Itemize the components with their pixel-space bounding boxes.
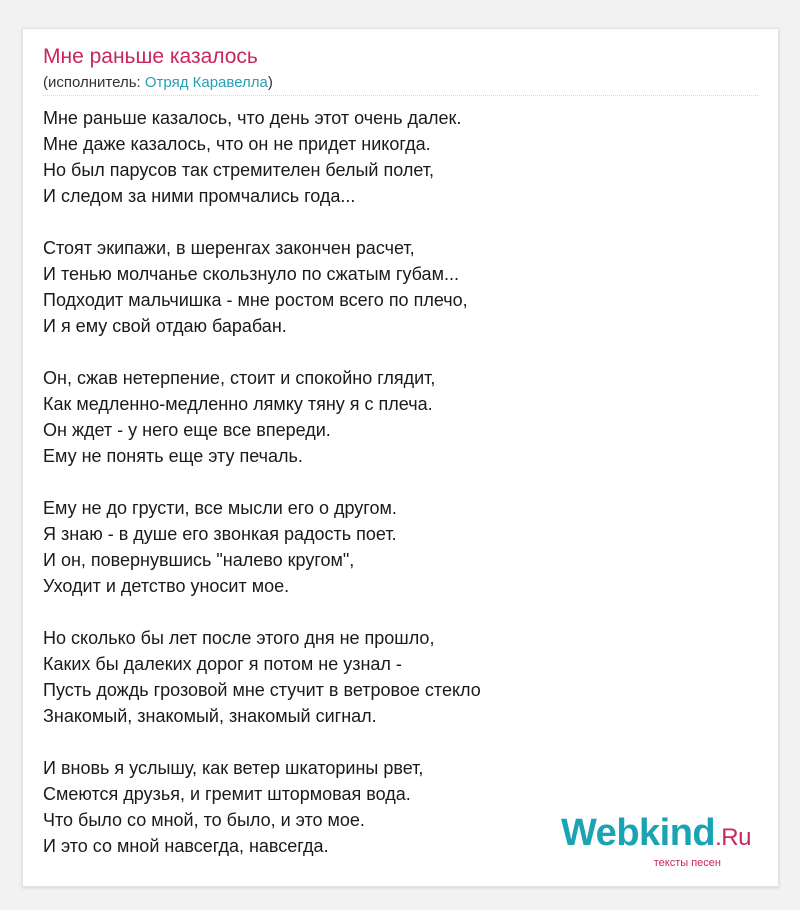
lyrics-card bbox=[22, 28, 779, 887]
webkind-logo[interactable] bbox=[556, 812, 751, 868]
lyric-line: Знакомый, знакомый, знакомый сигнал. bbox=[43, 706, 377, 726]
artist-link[interactable]: Отряд Каравелла bbox=[144, 74, 268, 91]
lyric-line: Уходит и детство уносит мое. bbox=[43, 576, 290, 596]
stanza bbox=[43, 365, 763, 469]
stanza bbox=[43, 495, 763, 599]
lyric-line: Я знаю - в душе его звонкая радость поет. bbox=[43, 524, 397, 544]
lyric-line: Что было со мной, то было, и это мое. bbox=[43, 810, 365, 830]
lyric-line: Ему не до грусти, все мысли его о другом. bbox=[43, 498, 397, 518]
lyric-line: Как медленно-медленно лямку тяну я с плеча. bbox=[43, 394, 433, 414]
artist-line bbox=[43, 74, 273, 92]
stanza bbox=[43, 625, 763, 729]
lyric-line: И это со мной навсегда, навсегда. bbox=[43, 836, 329, 856]
stanza bbox=[43, 105, 763, 209]
stanza bbox=[43, 235, 763, 339]
lyric-line: И тенью молчанье скользнуло по сжатым губам... bbox=[43, 264, 459, 284]
lyric-line: И я ему свой отдаю барабан. bbox=[43, 316, 287, 336]
logo-name: Webkind bbox=[561, 812, 716, 854]
lyric-line: Каких бы далеких дорог я потом не узнал - bbox=[43, 654, 402, 674]
lyric-line: Стоят экипажи, в шеренгах закончен расчет, bbox=[43, 238, 415, 258]
lyric-line: И вновь я услышу, как ветер шкаторины рвет, bbox=[43, 758, 424, 778]
lyric-line: Ему не понять еще эту печаль. bbox=[43, 446, 303, 466]
lyric-line: Пусть дождь грозовой мне стучит в ветровое стекло bbox=[43, 680, 481, 700]
lyric-line: Он, сжав нетерпение, стоит и спокойно глядит, bbox=[43, 368, 436, 388]
song-title: Мне раньше казалось bbox=[43, 45, 258, 68]
logo-tld: .Ru bbox=[715, 824, 751, 851]
lyric-line: И он, повернувшись "налево кругом", bbox=[43, 550, 355, 570]
lyric-line: И следом за ними промчались года... bbox=[43, 186, 356, 206]
artist-suffix: ) bbox=[267, 74, 273, 91]
title-separator bbox=[43, 95, 758, 96]
lyric-line: Но сколько бы лет после этого дня не прошло, bbox=[43, 628, 435, 648]
lyrics-body bbox=[43, 105, 763, 885]
logo-tagline: тексты песен bbox=[653, 857, 721, 869]
lyric-line: Мне раньше казалось, что день этот очень далек. bbox=[43, 108, 462, 128]
lyric-line: Но был парусов так стремителен белый полет, bbox=[43, 160, 434, 180]
logo-wordmark bbox=[556, 812, 751, 859]
lyric-line: Мне даже казалось, что он не придет никогда. bbox=[43, 134, 431, 154]
artist-prefix: (исполнитель: bbox=[43, 74, 145, 91]
lyric-line: Смеются друзья, и гремит штормовая вода. bbox=[43, 784, 411, 804]
lyric-line: Он ждет - у него еще все впереди. bbox=[43, 420, 331, 440]
lyric-line: Подходит мальчишка - мне ростом всего по плечо, bbox=[43, 290, 468, 310]
